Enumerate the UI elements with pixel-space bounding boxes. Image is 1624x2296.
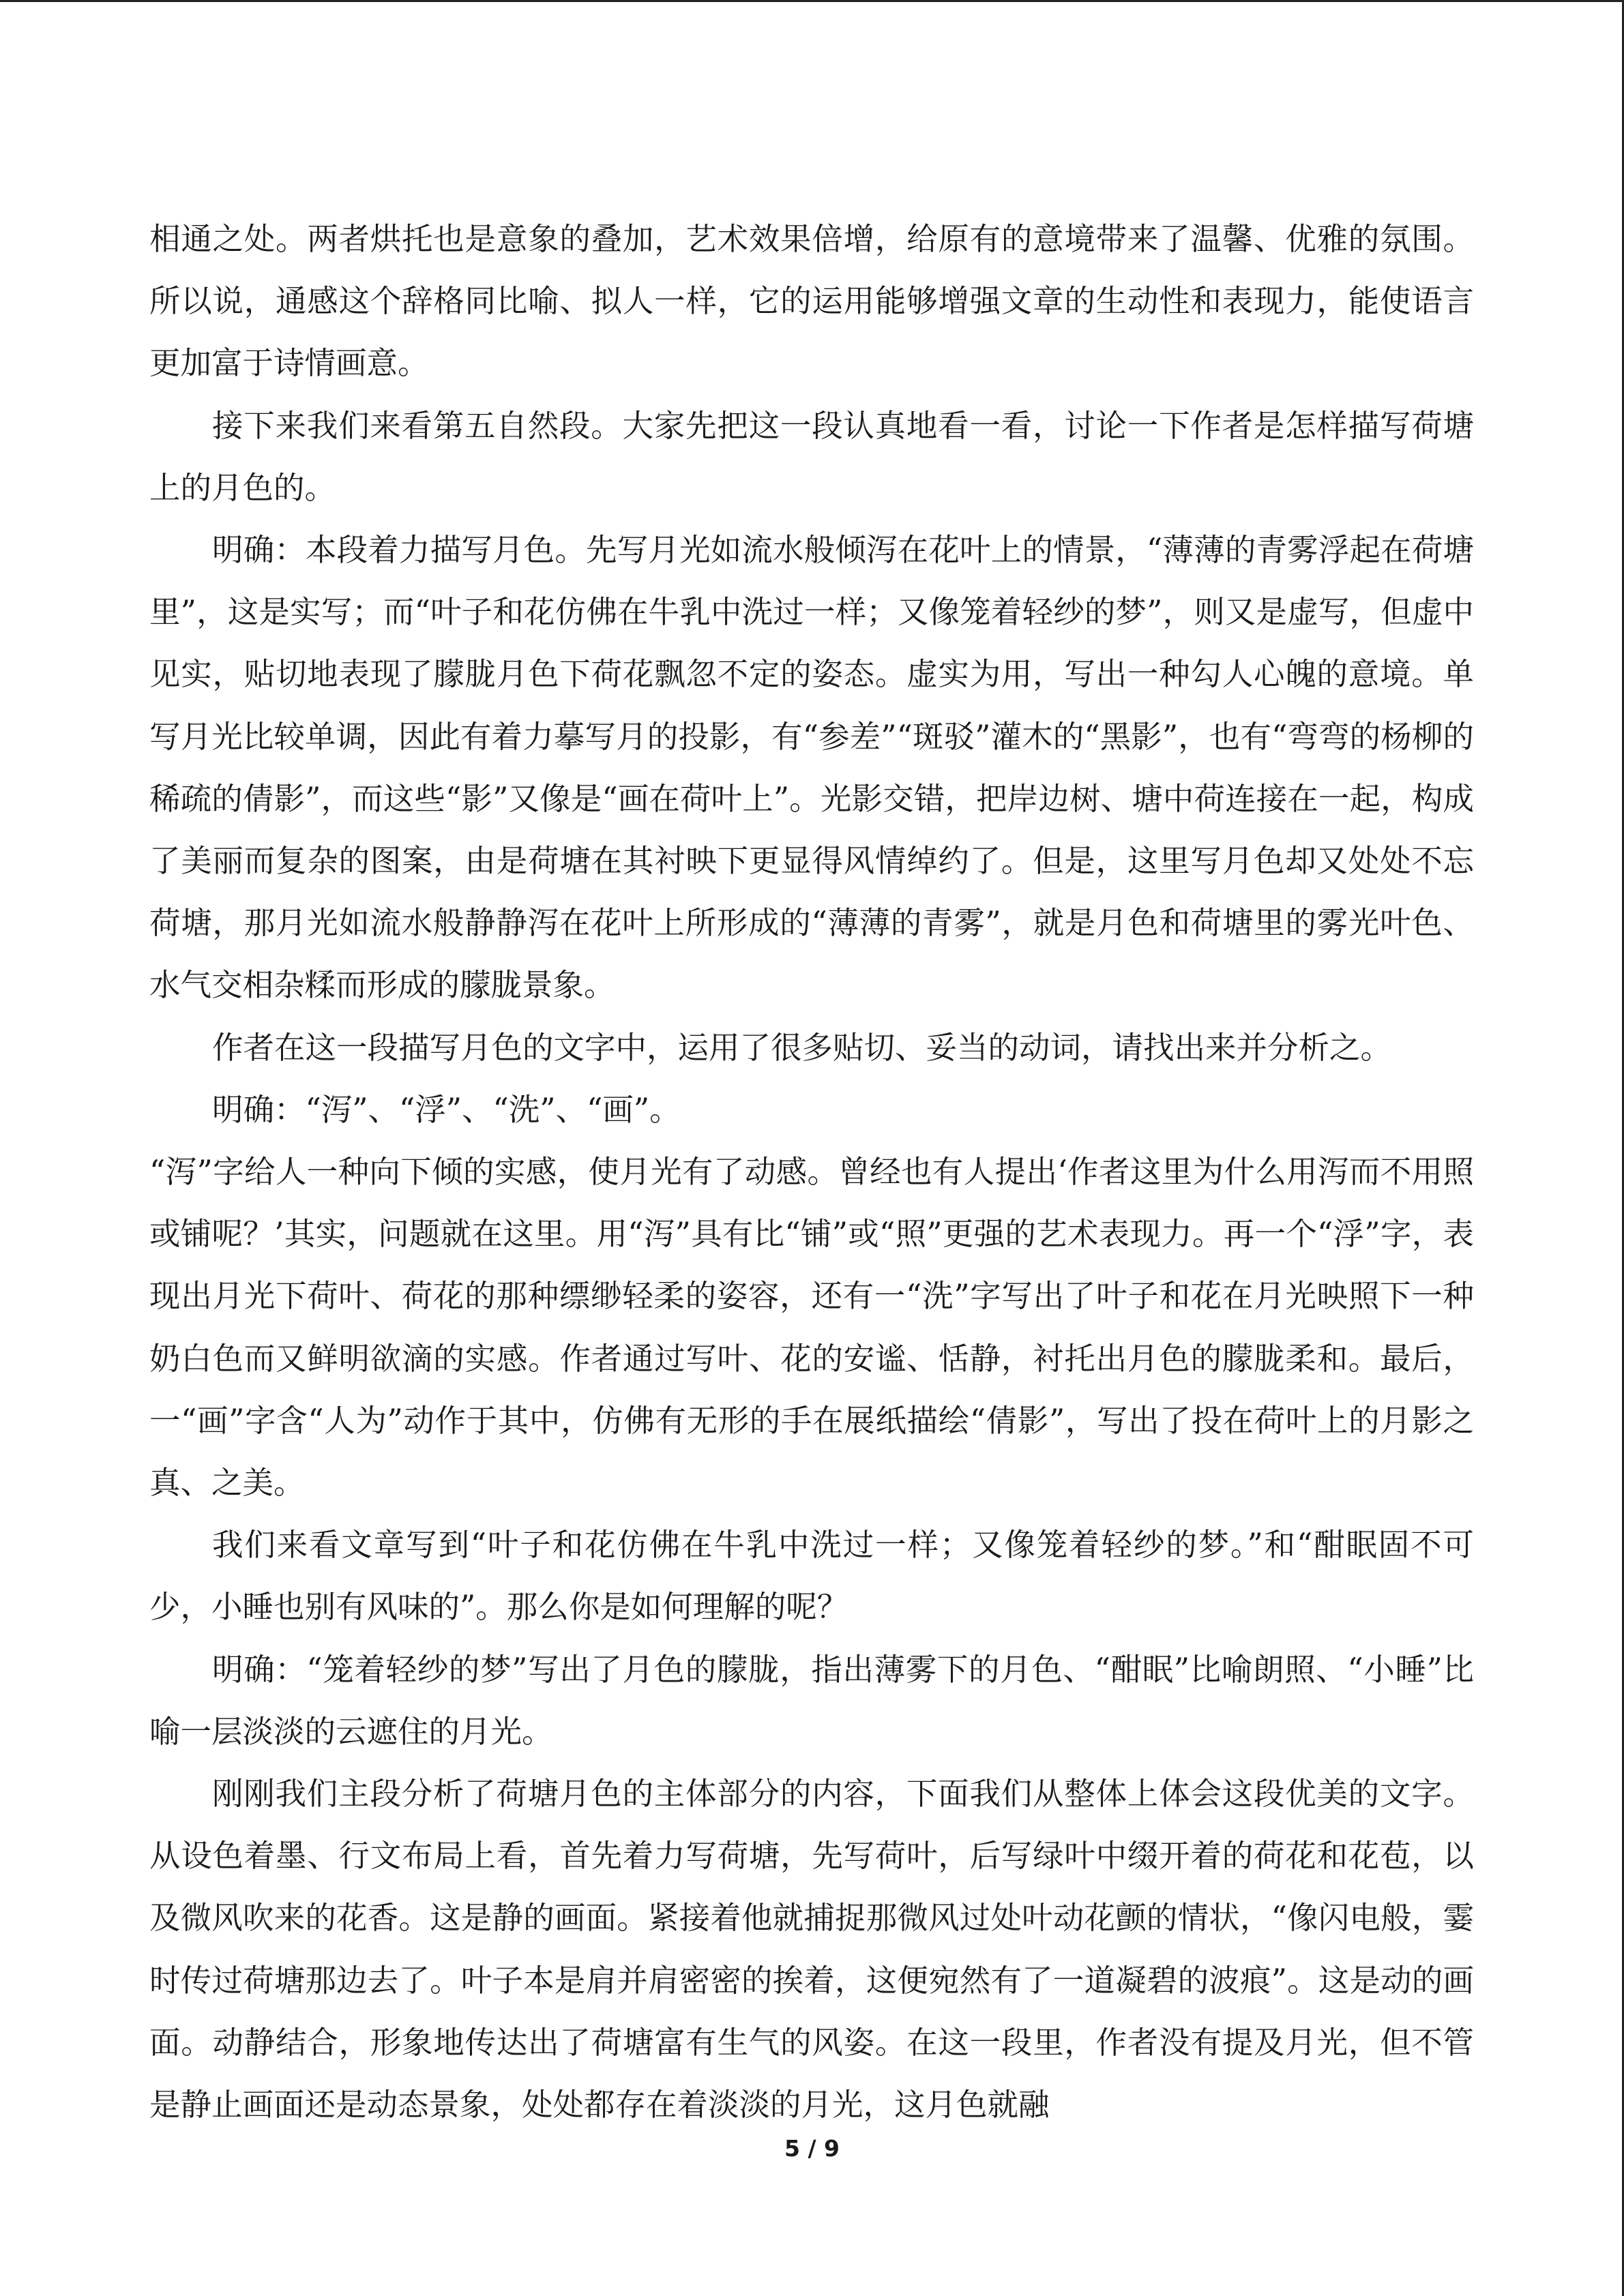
paragraph: 明确：“泻”、“浮”、“洗”、“画”。 [212,1091,681,1128]
paragraph: “泻”字给人一种向下倾的实感，使月光有了动感。曾经也有人提出‘作者这里为什么用泻而不用照或铺呢？’其实，问题就在这里。用“泻”具有比“铺”或“照”更强的艺术表现力。再一个“浮”字，表现出月光下荷叶、荷花的那种缥缈轻柔的姿容，还有一“洗”字写出了叶子和花在月光映照下一种奶白色而又鲜明欲滴的实感。作者通过写叶、花的安谧、恬静，衬托出月色的朦胧柔和。最后，一“画”字含“人为”动作于其中，仿佛有无形的手在展纸描绘“倩影”，写出了投在荷叶上的月影之真、之美。 [149,1154,1474,1502]
paragraph: 作者在这一段描写月色的文字中，运用了很多贴切、妥当的动词，请找出来并分析之。 [212,1029,1392,1066]
page-number: 5 / 9 [784,2135,840,2162]
paragraph: 我们来看文章写到“叶子和花仿佛在牛乳中洗过一样；又像笼着轻纱的梦。”和“酣眠固不可少，小睡也别有风味的”。那么你是如何理解的呢？ [149,1527,1474,1626]
paragraph: 明确：本段着力描写月色。先写月光如流水般倾泻在花叶上的情景，“薄薄的青雾浮起在荷塘里”，这是实写；而“叶子和花仿佛在牛乳中洗过一样；又像笼着轻纱的梦”，则又是虚写，但虚中见实，贴切地表现了朦胧月色下荷花飘忽不定的姿态。虚实为用，写出一种勾人心魄的意境。单写月光比较单调，因此有着力摹写月的投影，有“参差”“斑驳”灌木的“黑影”，也有“弯弯的杨柳的稀疏的倩影”，而这些“影”又像是“画在荷叶上”。光影交错，把岸边树、塘中荷连接在一起，构成了美丽而复杂的图案，由是荷塘在其衬映下更显得风情绰约了。但是，这里写月色却又处处不忘荷塘，那月光如流水般静静泻在花叶上所形成的“薄薄的青雾”，就是月色和荷塘里的雾光叶色、水气交相杂糅而形成的朦胧景象。 [149,532,1474,1004]
paragraph: 刚刚我们主段分析了荷塘月色的主体部分的内容，下面我们从整体上体会这段优美的文字。从设色着墨、行文布局上看，首先着力写荷塘，先写荷叶，后写绿叶中缀开着的荷花和花苞，以及微风吹来的花香。这是静的画面。紧接着他就捕捉那微风过处叶动花颤的情状，“像闪电般，霎时传过荷塘那边去了。叶子本是肩并肩密密的挨着，这便宛然有了一道凝碧的波痕”。这是动的画面。动静结合，形象地传达出了荷塘富有生气的风姿。在这一段里，作者没有提及月光，但不管是静止画面还是动态景象，处处都存在着淡淡的月光，这月色就融 [149,1776,1474,2123]
paragraph: 接下来我们来看第五自然段。大家先把这一段认真地看一看，讨论一下作者是怎样描写荷塘上的月色的。 [149,407,1474,506]
document-body [149,208,1474,2136]
paragraph: 相通之处。两者烘托也是意象的叠加，艺术效果倍增，给原有的意境带来了温馨、优雅的氛围。所以说，通感这个辞格同比喻、拟人一样，它的运用能够增强文章的生动性和表现力，能使语言更加富于诗情画意。 [149,221,1474,382]
paragraph: 明确：“笼着轻纱的梦”写出了月色的朦胧，指出薄雾下的月色、“酣眠”比喻朗照、“小睡”比喻一层淡淡的云遮住的月光。 [149,1651,1474,1750]
